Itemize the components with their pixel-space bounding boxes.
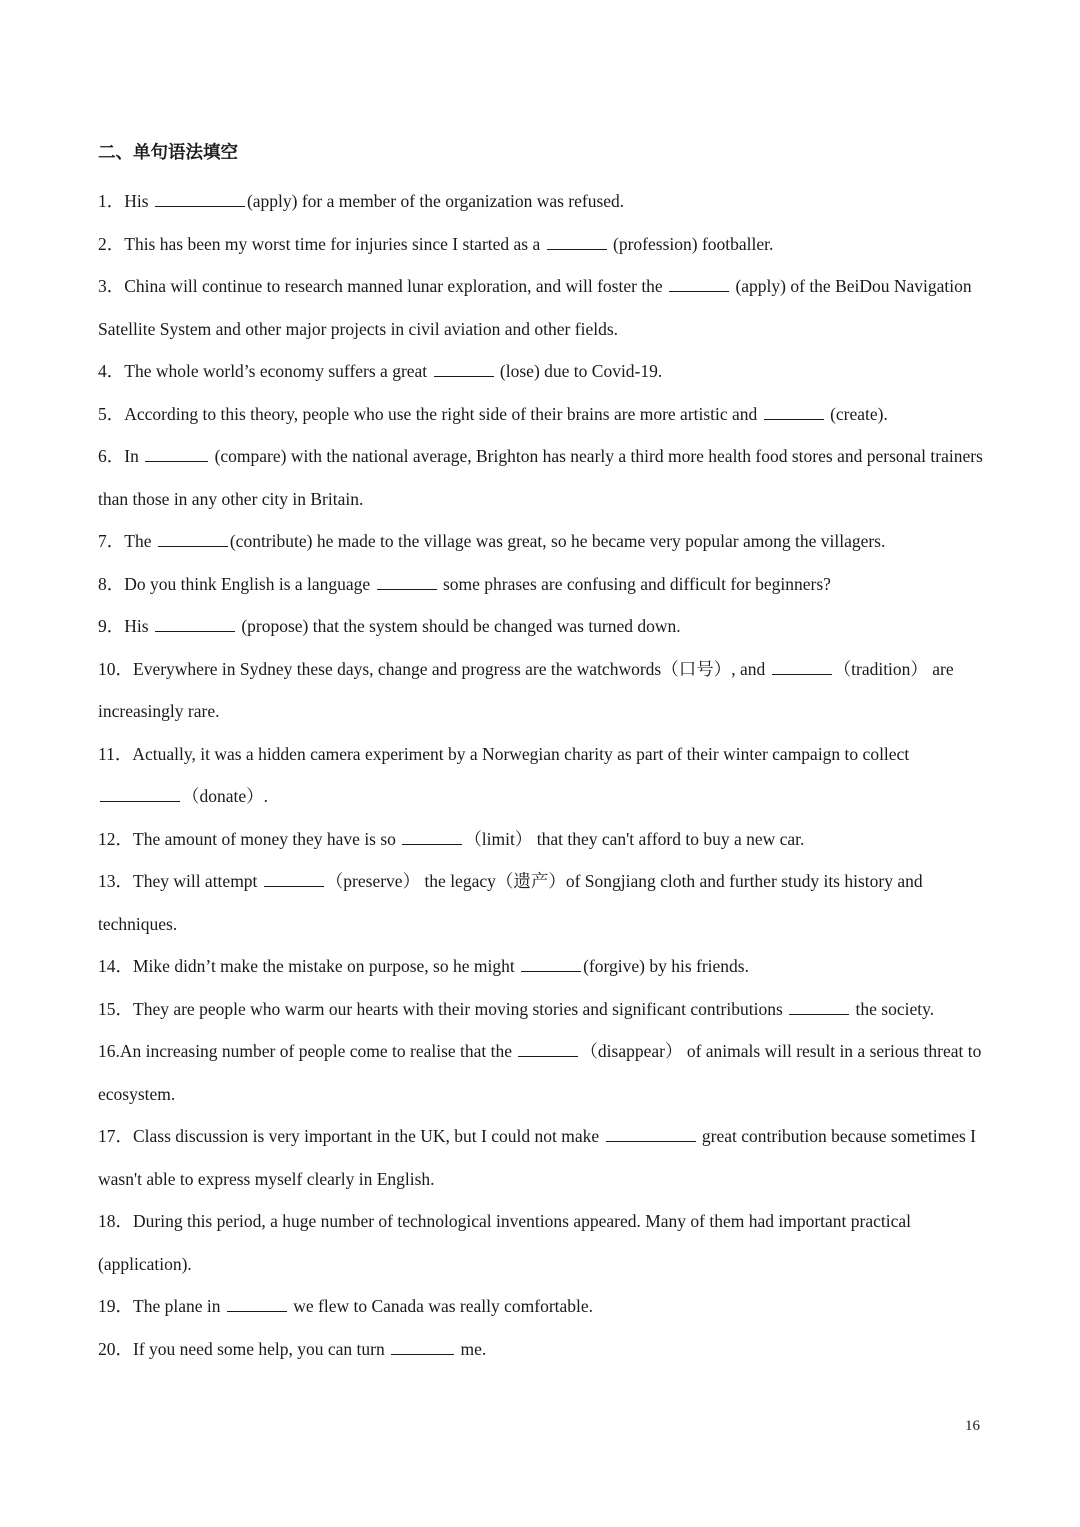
question-10: 10．Everywhere in Sydney these days, change and progress are the watchwords（口号）, and （tradition） are increasingly rare. <box>98 658 954 721</box>
question-3: 3．China will continue to research manned lunar exploration, and will foster the (apply) of the BeiDou Navigation Satellite System and other major projects in civil aviation and other fields. <box>98 276 972 339</box>
question-13: 13．They will attempt （preserve） the legacy（遗产）of Songjiang cloth and further study its history and techniques. <box>98 871 923 934</box>
question-20: 20．If you need some help, you can turn me. <box>98 1338 487 1359</box>
answer-blank[interactable] <box>669 277 729 292</box>
question-18: 18．During this period, a huge number of technological inventions appeared. Many of them had important practical (application). <box>98 1211 912 1274</box>
question-16: 16.An increasing number of people come to realise that the （disappear） of animals will result in a serious threat to ecosystem. <box>98 1041 982 1104</box>
question-12: 12．The amount of money they have is so （limit） that they can't afford to buy a new car. <box>98 828 805 849</box>
answer-blank[interactable] <box>100 787 180 802</box>
answer-blank[interactable] <box>402 830 462 845</box>
question-9: 9．His (propose) that the system should be changed was turned down. <box>98 616 681 636</box>
answer-blank[interactable] <box>764 405 824 420</box>
worksheet-page <box>98 138 988 1370</box>
page-number: 16 <box>965 1418 980 1434</box>
question-17: 17．Class discussion is very important in the UK, but I could not make great contribution because sometimes I wasn't able to express myself clearly in English. <box>98 1126 976 1189</box>
question-7: 7．The (contribute) he made to the village was great, so he became very popular among the villagers. <box>98 531 886 551</box>
answer-blank[interactable] <box>155 617 235 632</box>
answer-blank[interactable] <box>264 872 324 887</box>
question-4: 4．The whole world’s economy suffers a great (lose) due to Covid-19. <box>98 361 663 381</box>
answer-blank[interactable] <box>547 235 607 250</box>
question-6: 6．In (compare) with the national average, Brighton has nearly a third more health food stores and personal trainers than those in any other city in Britain. <box>98 446 983 509</box>
answer-blank[interactable] <box>518 1042 578 1057</box>
question-11: 11．Actually, it was a hidden camera experiment by a Norwegian charity as part of their winter campaign to collect （donate）. <box>98 743 910 806</box>
answer-blank[interactable] <box>155 192 245 207</box>
answer-blank[interactable] <box>145 447 208 462</box>
answer-blank[interactable] <box>434 362 494 377</box>
answer-blank[interactable] <box>158 532 228 547</box>
question-2: 2．This has been my worst time for injuries since I started as a (profession) footballer. <box>98 233 774 254</box>
question-8: 8．Do you think English is a language some phrases are confusing and difficult for beginners? <box>98 573 831 594</box>
question-14: 14．Mike didn’t make the mistake on purpose, so he might (forgive) by his friends. <box>98 956 749 976</box>
answer-blank[interactable] <box>772 660 832 675</box>
question-1: 1．His (apply) for a member of the organization was refused. <box>98 191 625 211</box>
answer-blank[interactable] <box>606 1127 696 1142</box>
answer-blank[interactable] <box>377 575 437 590</box>
question-15: 15．They are people who warm our hearts with their moving stories and significant contributions the society. <box>98 998 935 1019</box>
answer-blank[interactable] <box>789 1000 849 1015</box>
answer-blank[interactable] <box>391 1340 454 1355</box>
answer-blank[interactable] <box>227 1297 287 1312</box>
answer-blank[interactable] <box>521 957 581 972</box>
question-19: 19．The plane in we flew to Canada was really comfortable. <box>98 1296 594 1316</box>
section-title: 二、单句语法填空 <box>98 142 238 162</box>
question-5: 5．According to this theory, people who use the right side of their brains are more artistic and (create). <box>98 403 888 424</box>
